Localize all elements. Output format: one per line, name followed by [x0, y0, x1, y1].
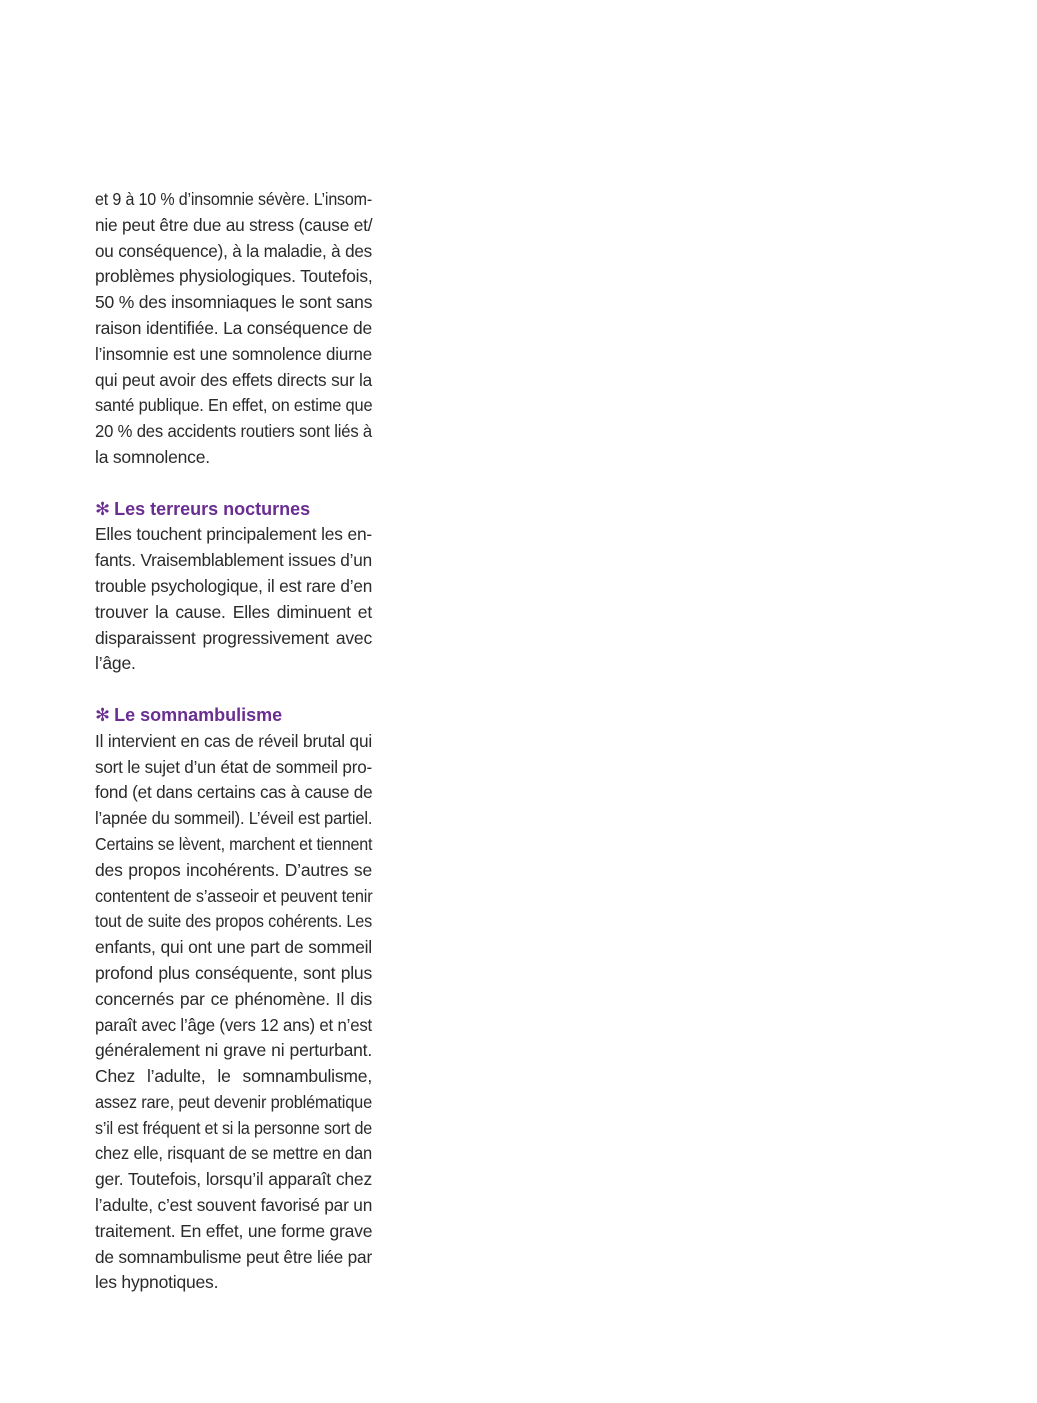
- text-line: contentent de s’asseoir et peuvent tenir: [95, 885, 373, 906]
- section-title: Le somnambulisme: [114, 704, 283, 725]
- text-line: paraît avec l’âge (vers 12 ans) et n’est: [95, 1014, 372, 1035]
- text-line: ger. Toutefois, lorsqu’il apparaît chez: [95, 1169, 372, 1190]
- text-line: sort le sujet d’un état de sommeil pro-: [95, 756, 373, 777]
- text-line: trouble psychologique, il est rare d’en: [95, 575, 373, 596]
- text-line: Il intervient en cas de réveil brutal qui: [95, 730, 372, 751]
- text-line: raison identifiée. La conséquence de: [95, 317, 372, 338]
- text-line: profond plus conséquente, sont plus: [95, 962, 372, 983]
- text-line: la somnolence.: [95, 446, 210, 467]
- text-line: l’âge.: [95, 653, 136, 674]
- section-spacer: [95, 471, 372, 497]
- text-line: des propos incohérents. D’autres se: [95, 859, 372, 880]
- asterisk-bullet-icon: ✻: [95, 704, 111, 725]
- text-line: Elles touchent principalement les en-: [95, 524, 372, 545]
- section-title: Les terreurs nocturnes: [114, 498, 311, 519]
- text-line: concernés par ce phénomène. Il dis: [95, 988, 372, 1009]
- text-line: fond (et dans certains cas à cause de: [95, 782, 373, 803]
- text-line: de somnambulisme peut être liée par: [95, 1246, 372, 1267]
- text-line: Certains se lèvent, marchent et tiennent: [95, 833, 373, 854]
- text-line: généralement ni grave ni perturbant.: [95, 1040, 372, 1061]
- paragraph-insomnie: [95, 187, 372, 471]
- text-line: tout de suite des propos cohérents. Les: [95, 911, 372, 932]
- text-line: et 9 à 10 % d’insomnie sévère. L’insom-: [95, 189, 372, 209]
- text-line: les hypnotiques.: [95, 1272, 219, 1293]
- text-line: s’il est fréquent et si la personne sort de: [95, 1117, 372, 1138]
- text-line: problèmes physiologiques. Toutefois,: [95, 266, 373, 287]
- text-line: assez rare, peut devenir problématique: [95, 1091, 372, 1112]
- text-line: ou conséquence), à la maladie, à des: [95, 240, 372, 261]
- section-somnambulisme: [95, 703, 372, 1296]
- text-line: Chez l’adulte, le somnambulisme,: [95, 1066, 372, 1087]
- text-line: traitement. En effet, une forme grave: [95, 1220, 373, 1241]
- text-line: l’insomnie est une somnolence diurne: [95, 343, 372, 364]
- section-spacer: [95, 677, 372, 703]
- text-line: l’adulte, c’est souvent favorisé par un: [95, 1195, 373, 1216]
- text-line: fants. Vraisemblablement issues d’un: [95, 550, 373, 571]
- text-line: 50 % des insomniaques le sont sans: [95, 292, 373, 313]
- text-line: chez elle, risquant de se mettre en dan: [95, 1143, 372, 1164]
- text-line: disparaissent progressivement avec: [95, 627, 372, 648]
- text-column: [95, 187, 372, 1296]
- text-line: nie peut être due au stress (cause et/: [95, 214, 373, 235]
- text-line: santé publique. En effet, on estime que: [95, 395, 373, 416]
- section-heading: [95, 703, 372, 729]
- section-heading: [95, 497, 372, 523]
- asterisk-bullet-icon: ✻: [95, 498, 111, 519]
- text-line: 20 % des accidents routiers sont liés à: [95, 421, 372, 442]
- text-line: trouver la cause. Elles diminuent et: [95, 601, 372, 622]
- text-line: qui peut avoir des effets directs sur la: [95, 369, 372, 390]
- text-line: enfants, qui ont une part de sommeil: [95, 937, 372, 958]
- text-line: l’apnée du sommeil). L’éveil est partiel.: [95, 808, 373, 829]
- section-terreurs-nocturnes: [95, 497, 372, 678]
